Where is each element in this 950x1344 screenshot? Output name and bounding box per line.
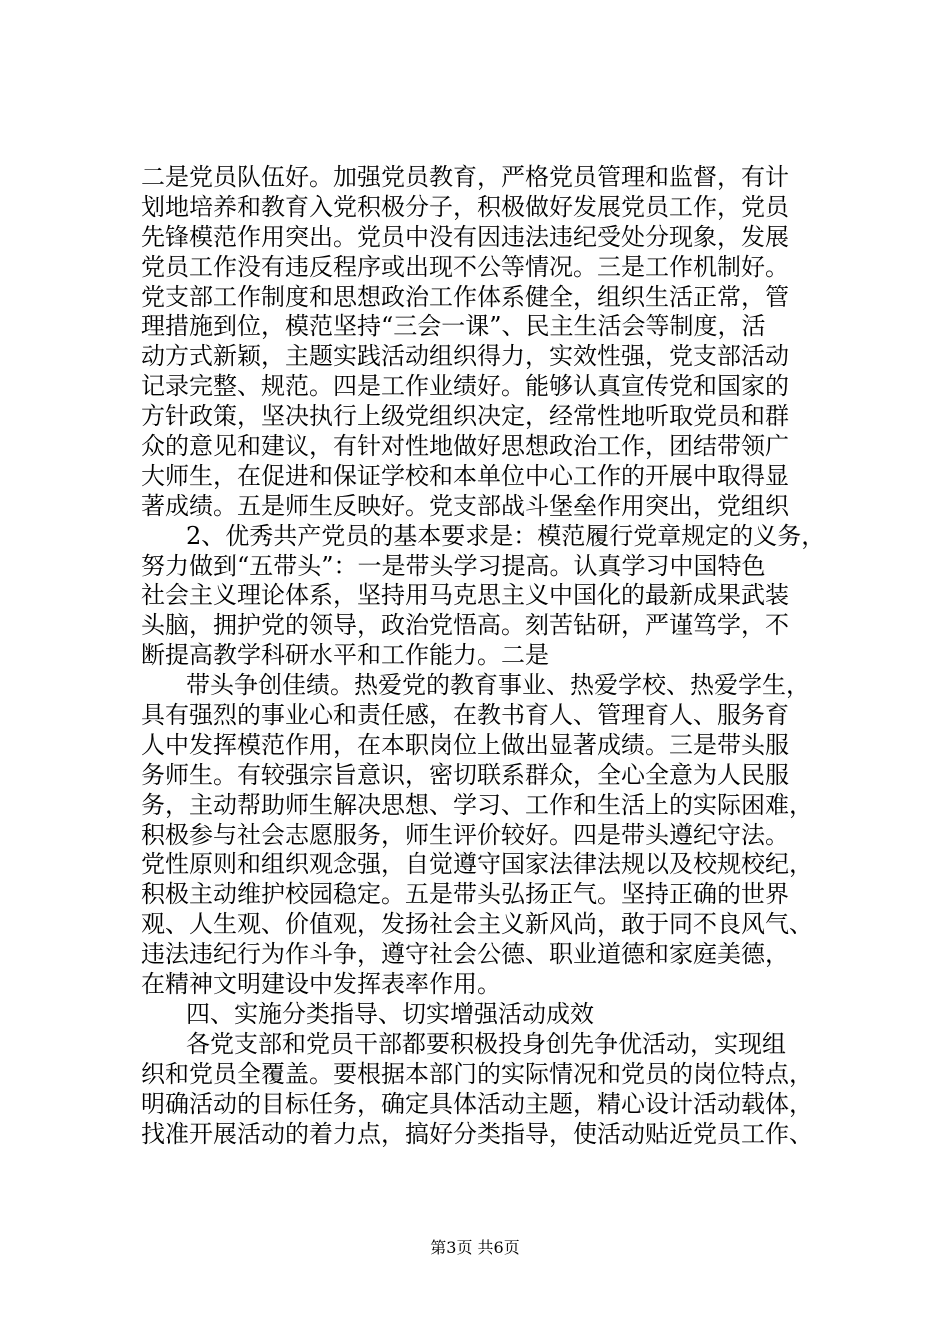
text-line: 具有强烈的事业心和责任感，在教书育人、管理育人、服务育 xyxy=(141,701,789,730)
text-line: 各党支部和党员干部都要积极投身创先争优活动，实现组 xyxy=(186,1029,786,1058)
text-line: 找准开展活动的着力点，搞好分类指导，使活动贴近党员工作、 xyxy=(141,1119,813,1148)
text-line: 头脑，拥护党的领导，政治党悟高。刻苦钻研，严谨笃学，不 xyxy=(141,611,789,640)
text-line: 党员工作没有违反程序或出现不公等情况。三是工作机制好。 xyxy=(141,252,789,281)
text-line: 记录完整、规范。四是工作业绩好。能够认真宣传党和国家的 xyxy=(141,372,789,401)
text-line: 四、实施分类指导、切实增强活动成效 xyxy=(186,999,594,1028)
text-line: 方针政策，坚决执行上级党组织决定，经常性地听取党员和群 xyxy=(141,402,789,431)
text-line: 带头争创佳绩。热爱党的教育事业、热爱学校、热爱学生， xyxy=(186,671,810,700)
text-line: 理措施到位，模范坚持“三会一课”、民主生活会等制度，活 xyxy=(141,312,766,341)
text-line: 违法违纪行为作斗争，遵守社会公德、职业道德和家庭美德， xyxy=(141,940,789,969)
text-line: 大师生，在促进和保证学校和本单位中心工作的开展中取得显 xyxy=(141,461,789,490)
text-line: 动方式新颖，主题实践活动组织得力，实效性强，党支部活动 xyxy=(141,342,789,371)
text-line: 二是党员队伍好。加强党员教育，严格党员管理和监督，有计 xyxy=(141,163,789,191)
text-line: 积极参与社会志愿服务，师生评价较好。四是带头遵纪守法。 xyxy=(141,820,789,849)
text-line: 断提高教学科研水平和工作能力。二是 xyxy=(141,641,549,670)
text-line: 织和党员全覆盖。要根据本部门的实际情况和党员的岗位特点， xyxy=(141,1059,813,1088)
text-line: 社会主义理论体系，坚持用马克思主义中国化的最新成果武装 xyxy=(141,581,789,610)
text-line: 2、优秀共产党员的基本要求是：模范履行党章规定的义务， xyxy=(186,521,826,550)
text-line: 务师生。有较强宗旨意识，密切联系群众，全心全意为人民服 xyxy=(141,760,789,789)
text-line: 积极主动维护校园稳定。五是带头弘扬正气。坚持正确的世界 xyxy=(141,880,789,909)
text-line: 党性原则和组织观念强，自觉遵守国家法律法规以及校规校纪， xyxy=(141,850,813,879)
text-line: 在精神文明建设中发挥表率作用。 xyxy=(141,970,501,999)
document-body-text xyxy=(141,163,841,1149)
text-line: 观、人生观、价值观，发扬社会主义新风尚，敢于同不良风气、 xyxy=(141,910,813,939)
text-line: 努力做到“五带头”：一是带头学习提高。认真学习中国特色 xyxy=(141,551,766,580)
text-line: 务，主动帮助师生解决思想、学习、工作和生活上的实际困难， xyxy=(141,790,813,819)
text-line: 先锋模范作用突出。党员中没有因违法违纪受处分现象，发展 xyxy=(141,222,789,251)
text-line: 著成绩。五是师生反映好。党支部战斗堡垒作用突出，党组织 xyxy=(141,491,789,520)
text-line: 明确活动的目标任务，确定具体活动主题，精心设计活动载体， xyxy=(141,1089,813,1118)
page-footer: 第3页 共6页 xyxy=(430,1238,520,1257)
text-line: 人中发挥模范作用，在本职岗位上做出显著成绩。三是带头服 xyxy=(141,730,789,759)
text-line: 党支部工作制度和思想政治工作体系健全，组织生活正常，管 xyxy=(141,282,789,311)
text-line: 划地培养和教育入党积极分子，积极做好发展党员工作，党员 xyxy=(141,192,789,221)
text-line: 众的意见和建议，有针对性地做好思想政治工作，团结带领广 xyxy=(141,432,789,461)
